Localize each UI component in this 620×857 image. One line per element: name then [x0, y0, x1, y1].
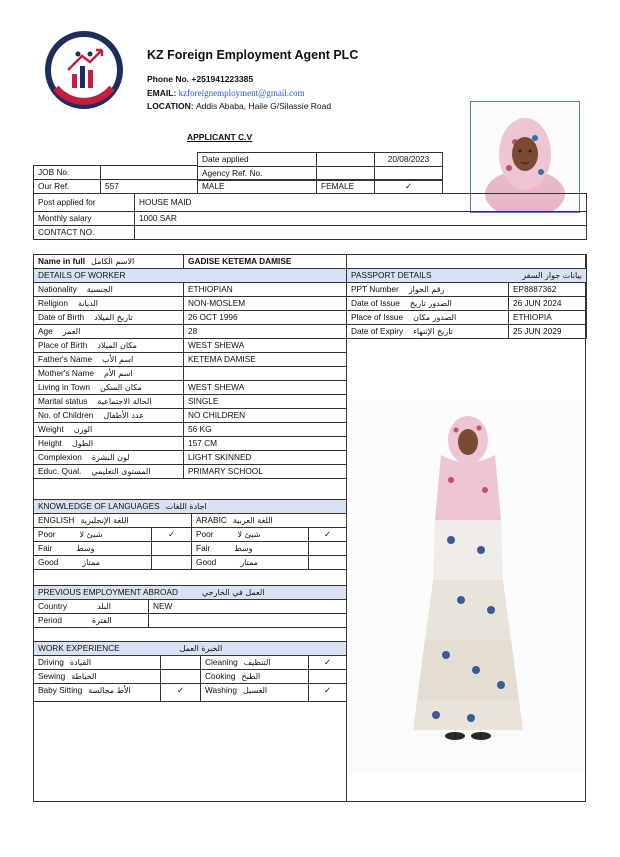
english-level-check: ✓: [152, 528, 192, 542]
worker-row: [34, 409, 347, 423]
passport-row: [347, 283, 587, 297]
previous-country: NEW: [149, 600, 347, 614]
experience-skill: Driving القيادة: [34, 656, 161, 670]
english-level-check: [152, 542, 192, 556]
worker-value: 28: [184, 325, 347, 339]
worker-value: [184, 367, 347, 381]
worker-label: Date of Birth تاريخ الميلاد: [34, 311, 184, 325]
passport-value: 25 JUN 2029: [509, 325, 587, 339]
worker-row: [34, 339, 347, 353]
worker-label: Father's Name اسم الأب: [34, 353, 184, 367]
post-table: Post applied for HOUSE MAID Monthly salary 1000 SAR CONTACT NO.: [33, 193, 587, 240]
experience-skill: Cooking الطبخ: [201, 670, 309, 684]
worker-row: [34, 395, 347, 409]
worker-row: [34, 311, 347, 325]
worker-value: 26 OCT 1996: [184, 311, 347, 325]
worker-label: Weight الوزن: [34, 423, 184, 437]
experience-skill: Cleaning التنظيف: [201, 656, 309, 670]
passport-row: [347, 297, 587, 311]
female-check: ✓: [375, 180, 443, 194]
english-level-label: Fair وسط: [34, 542, 152, 556]
passport-row: [347, 311, 587, 325]
work-experience-table: WORK EXPERIENCE الخبرة العمل Driving القيادة Cleaning التنظيف ✓ Sewing الخياطة Cooking الطبخ Baby Sitting الأط مجالسة ✓ Washing الغسيل ✓: [33, 641, 347, 702]
passport-label: Place of Issue الصدور مكان: [347, 311, 509, 325]
worker-value: NON-MOSLEM: [184, 297, 347, 311]
full-body-photo: [351, 400, 585, 774]
worker-row: [34, 437, 347, 451]
worker-value: KETEMA DAMISE: [184, 353, 347, 367]
worker-label: Complexion لون البشرة: [34, 451, 184, 465]
worker-row: [34, 423, 347, 437]
worker-label: Nationality الجنسية: [34, 283, 184, 297]
worker-details-table: DETAILS OF WORKER Nationality الجنسية ETHIOPIAN Religion الديانة NON-MOSLEM Date of Birth تاريخ الميلاد 26 OCT 1996 Age العمر 28 Place of Birth مكان الميلاد WEST SHEWA Father's Name اسم الأب KETEMA DAMISE Mother's Name اسم الأم Living in Town مكان السكن WEST SHEWA Marital status الحالة الاجتماعية SINGLE No. of Children عدد الأطفال NO CHILDREN Weight الوزن 56 KG Height الطول 157 CM Complexion لون البشرة LIGHT SKINNED Educ. Qual. المستوى التعليمي PRIMARY SCHOOL: [33, 268, 347, 479]
location-line: LOCATION: Addis Ababa, Haile G/Silassie Road: [147, 101, 332, 111]
english-level-check: [152, 556, 192, 570]
passport-value: 26 JUN 2024: [509, 297, 587, 311]
english-level-label: Poor شيئ لا: [34, 528, 152, 542]
worker-row: [34, 283, 347, 297]
arabic-level-check: [309, 556, 347, 570]
previous-employment-table: PREVIOUS EMPLOYMENT ABROAD العمل في الخارجي Country البلد NEW Period الفترة: [33, 585, 347, 628]
english-level-label: Good ممتاز: [34, 556, 152, 570]
passport-label: PPT Number رقم الجواز: [347, 283, 509, 297]
application-meta-table: Date applied 20/08/2023 Agency Ref. No.: [197, 152, 443, 181]
arabic-level-check: ✓: [309, 528, 347, 542]
company-name: KZ Foreign Employment Agent PLC: [147, 48, 359, 62]
worker-value: WEST SHEWA: [184, 339, 347, 353]
language-level-row: [34, 528, 347, 542]
full-name: GADISE KETEMA DAMISE: [184, 255, 587, 269]
language-level-row: [34, 542, 347, 556]
page-title: APPLICANT C.V: [187, 132, 253, 142]
worker-label: Height الطول: [34, 437, 184, 451]
language-level-row: [34, 556, 347, 570]
experience-check: ✓: [161, 684, 201, 702]
passport-label: Date of Issue الصدور تاريخ: [347, 297, 509, 311]
worker-row: [34, 465, 347, 479]
company-logo: [44, 30, 124, 110]
worker-label: Mother's Name اسم الأم: [34, 367, 184, 381]
experience-skill: Baby Sitting الأط مجالسة: [34, 684, 161, 702]
job-ref-table: JOB No. Our Ref. 557 MALE FEMALE ✓: [33, 165, 443, 194]
passport-label: Date of Expiry تاريخ الإنتهاء: [347, 325, 509, 339]
worker-row: [34, 451, 347, 465]
worker-label: Marital status الحالة الاجتماعية: [34, 395, 184, 409]
worker-row: [34, 325, 347, 339]
worker-value: WEST SHEWA: [184, 381, 347, 395]
passport-table: PASSPORT DETAILS بيانات جواز السفر PPT Number رقم الجواز EP8887362 Date of Issue الصدور تاريخ 26 JUN 2024 Place of Issue الصدور مكان ETHIOPIA Date of Expiry تاريخ الإنتهاء 25 JUN 2029: [346, 268, 587, 339]
worker-value: NO CHILDREN: [184, 409, 347, 423]
worker-value: 56 KG: [184, 423, 347, 437]
passport-value: EP8887362: [509, 283, 587, 297]
worker-value: PRIMARY SCHOOL: [184, 465, 347, 479]
experience-skill: Washing الغسيل: [201, 684, 309, 702]
arabic-level-label: Poor شيئ لا: [192, 528, 309, 542]
passport-value: ETHIOPIA: [509, 311, 587, 325]
experience-check: ✓: [309, 656, 347, 670]
worker-value: ETHIOPIAN: [184, 283, 347, 297]
experience-check: [309, 670, 347, 684]
languages-table: KNOWLEDGE OF LANGUAGES اجادة اللغات ENGLISH اللغة الإنجليزية ARABIC اللغة العربية Poor شيئ لا ✓ Poor شيئ لا ✓ Fair وسط Fair وسط Good ممتاز Good ممتاز: [33, 499, 347, 570]
worker-label: Living in Town مكان السكن: [34, 381, 184, 395]
worker-value: SINGLE: [184, 395, 347, 409]
worker-row: [34, 297, 347, 311]
experience-row: [34, 656, 347, 670]
experience-check: ✓: [309, 684, 347, 702]
phone-line: Phone No. +251941223385: [147, 74, 254, 84]
experience-row: [34, 684, 347, 702]
worker-label: Religion الديانة: [34, 297, 184, 311]
arabic-level-label: Good ممتاز: [192, 556, 309, 570]
arabic-level-check: [309, 542, 347, 556]
worker-label: No. of Children عدد الأطفال: [34, 409, 184, 423]
experience-check: [161, 670, 201, 684]
experience-check: [161, 656, 201, 670]
worker-label: Age العمر: [34, 325, 184, 339]
worker-label: Educ. Qual. المستوى التعليمي: [34, 465, 184, 479]
passport-row: [347, 325, 587, 339]
worker-row: [34, 367, 347, 381]
experience-skill: Sewing الخياطة: [34, 670, 161, 684]
worker-value: 157 CM: [184, 437, 347, 451]
worker-row: [34, 381, 347, 395]
worker-row: [34, 353, 347, 367]
arabic-level-label: Fair وسط: [192, 542, 309, 556]
experience-row: [34, 670, 347, 684]
name-row: Name in full الاسم الكامل GADISE KETEMA DAMISE: [33, 254, 587, 269]
email-line: EMAIL: kzforeignemployment@gmail.com: [147, 88, 305, 98]
worker-label: Place of Birth مكان الميلاد: [34, 339, 184, 353]
worker-value: LIGHT SKINNED: [184, 451, 347, 465]
email-link[interactable]: kzforeignemployment@gmail.com: [178, 88, 305, 98]
